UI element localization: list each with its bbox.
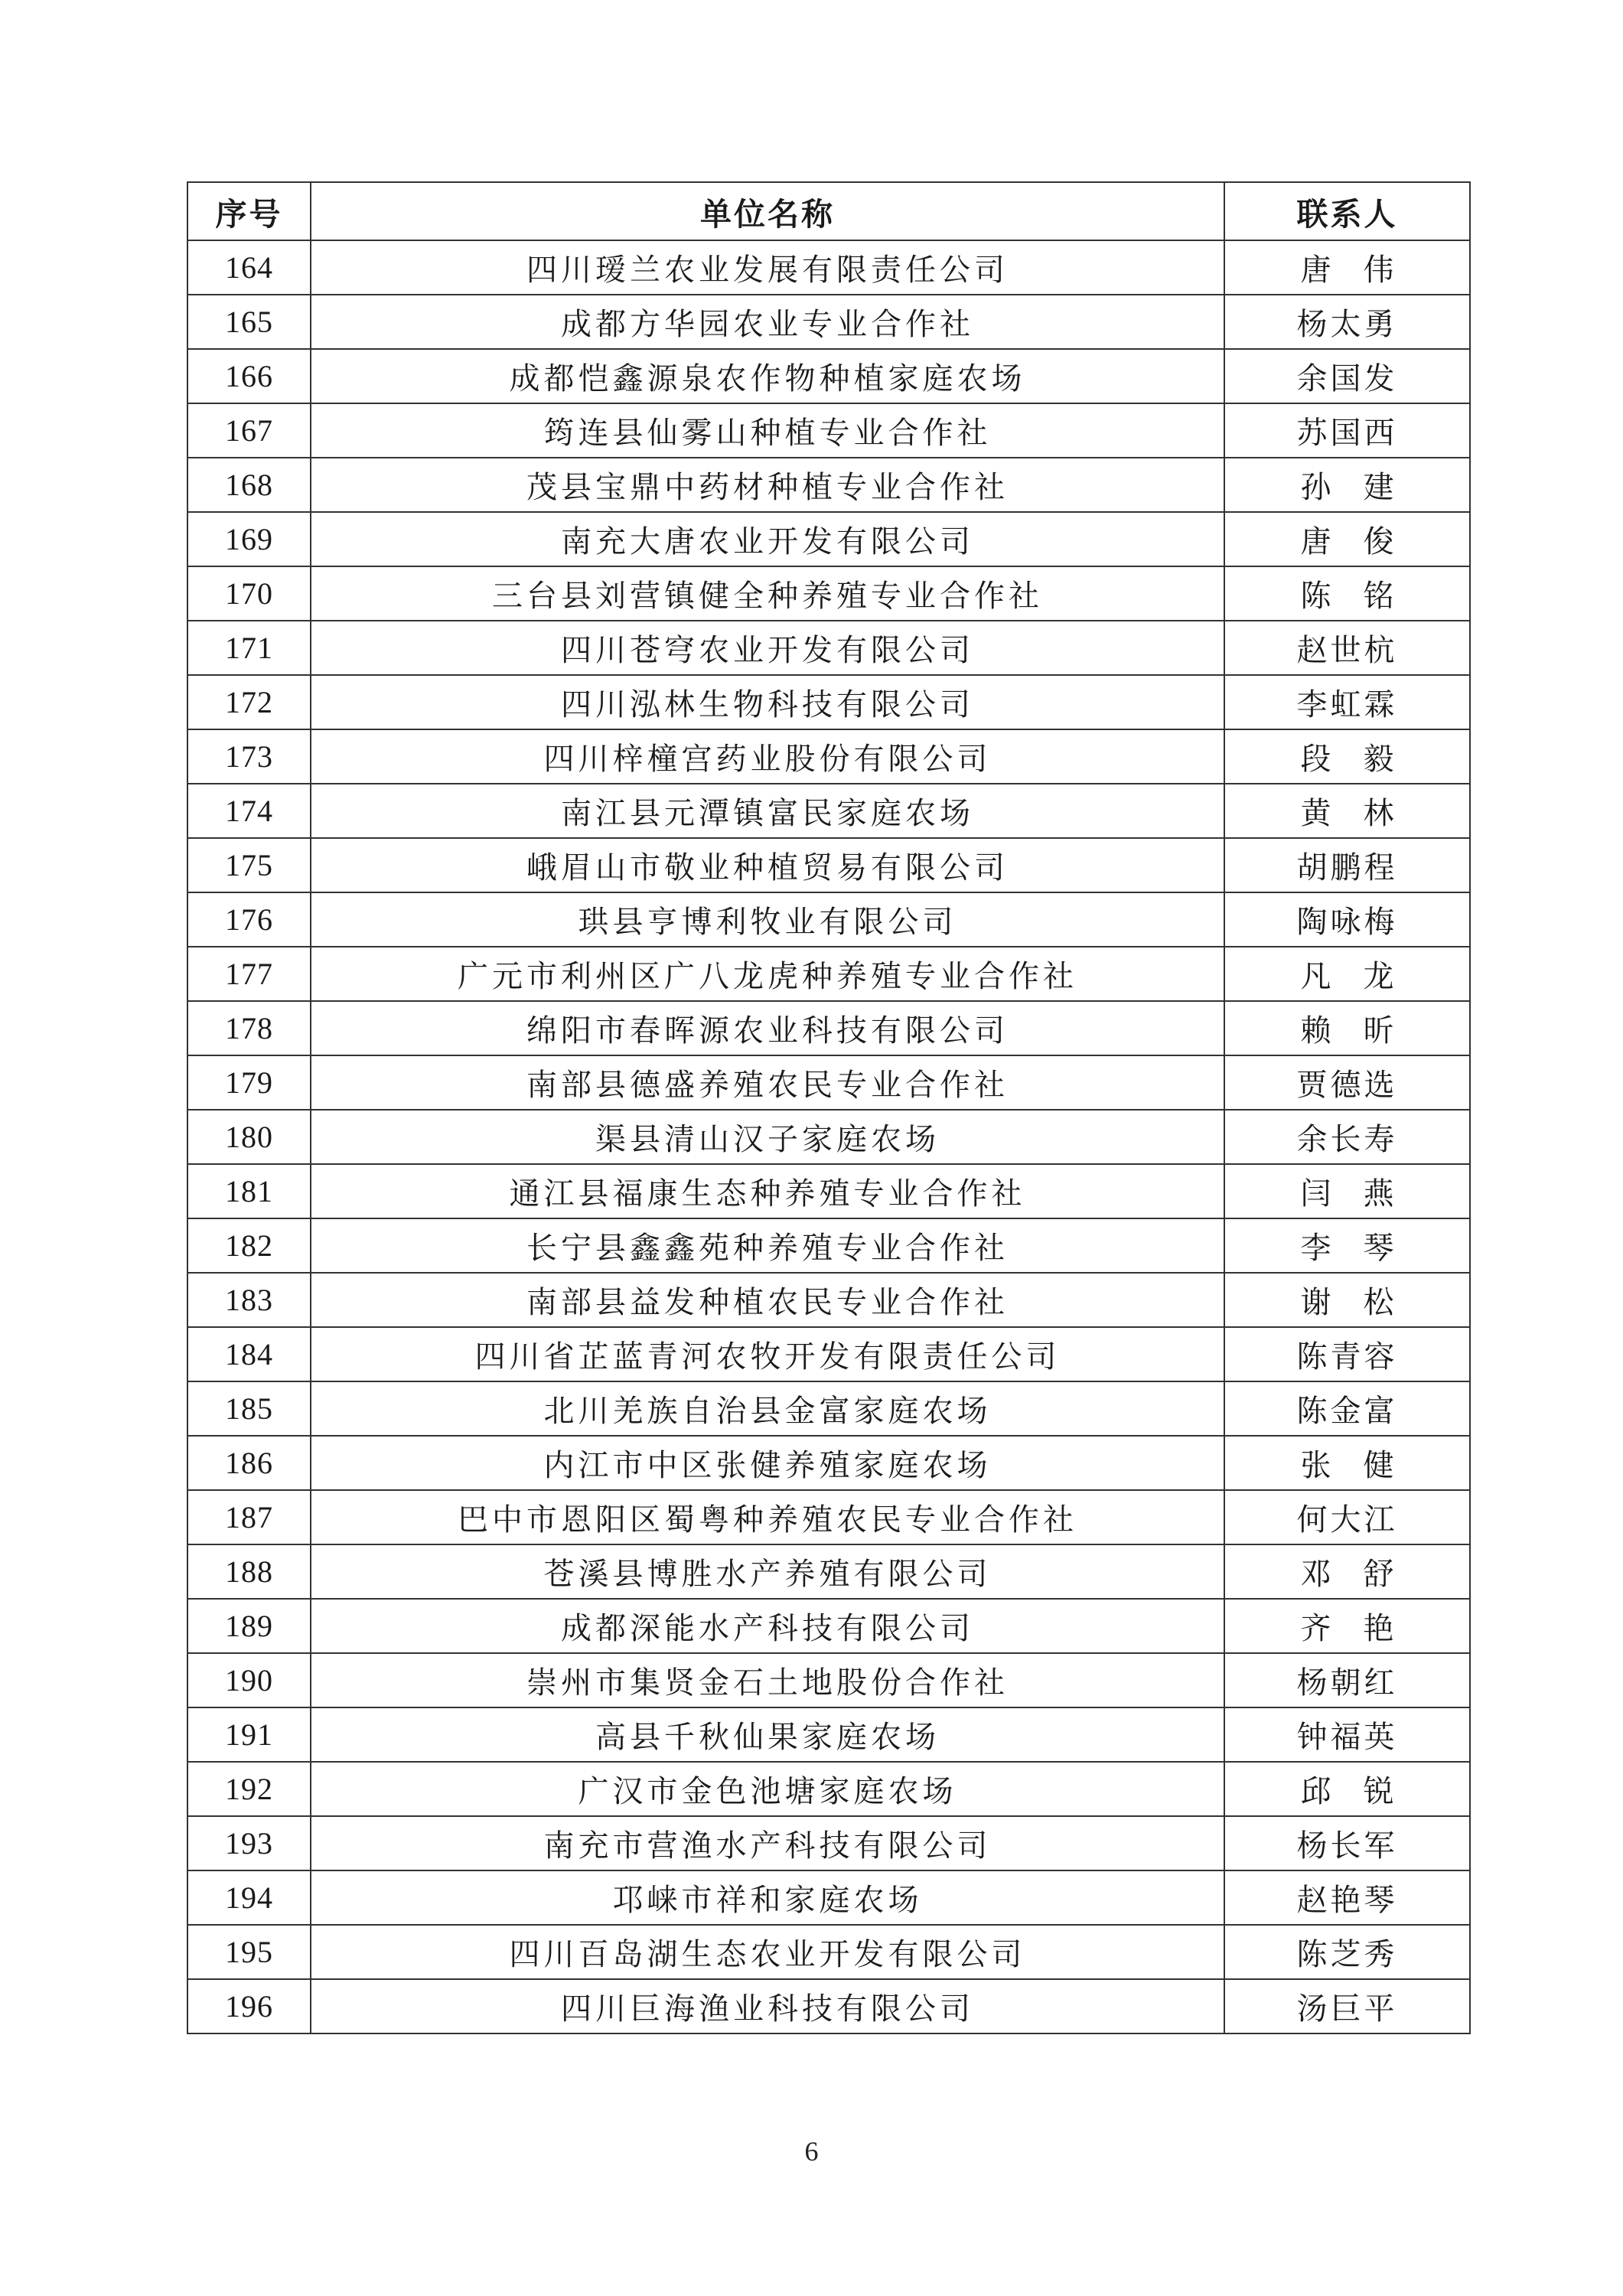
table-row xyxy=(187,1490,1470,1544)
table-row xyxy=(187,458,1470,512)
table-row xyxy=(187,947,1470,1001)
table-row xyxy=(187,512,1470,566)
cell-contact-person: 汤巨平 xyxy=(1224,1979,1470,2033)
cell-contact-person: 李虹霖 xyxy=(1224,675,1470,729)
cell-organization-name: 成都恺鑫源泉农作物种植家庭农场 xyxy=(311,349,1224,403)
table-row xyxy=(187,784,1470,838)
cell-organization-name: 南充大唐农业开发有限公司 xyxy=(311,512,1224,566)
table-header-row xyxy=(187,182,1470,240)
cell-serial-number: 164 xyxy=(187,240,311,295)
cell-contact-person: 张健 xyxy=(1224,1436,1470,1490)
cell-contact-person: 陈芝秀 xyxy=(1224,1925,1470,1979)
cell-serial-number: 166 xyxy=(187,349,311,403)
table-row xyxy=(187,838,1470,892)
cell-contact-person: 邱锐 xyxy=(1224,1762,1470,1816)
cell-serial-number: 192 xyxy=(187,1762,311,1816)
cell-serial-number: 165 xyxy=(187,295,311,349)
cell-organization-name: 绵阳市春晖源农业科技有限公司 xyxy=(311,1001,1224,1055)
header-organization-name: 单位名称 xyxy=(311,182,1224,240)
cell-organization-name: 长宁县鑫鑫苑种养殖专业合作社 xyxy=(311,1218,1224,1273)
cell-contact-person: 杨太勇 xyxy=(1224,295,1470,349)
table-row xyxy=(187,1436,1470,1490)
cell-organization-name: 三台县刘营镇健全种养殖专业合作社 xyxy=(311,566,1224,621)
table-row xyxy=(187,1599,1470,1653)
table-row xyxy=(187,892,1470,947)
cell-contact-person: 杨朝红 xyxy=(1224,1653,1470,1707)
cell-serial-number: 172 xyxy=(187,675,311,729)
cell-contact-person: 唐俊 xyxy=(1224,512,1470,566)
cell-serial-number: 178 xyxy=(187,1001,311,1055)
cell-organization-name: 四川苍穹农业开发有限公司 xyxy=(311,621,1224,675)
cell-contact-person: 段毅 xyxy=(1224,729,1470,784)
cell-organization-name: 崇州市集贤金石土地股份合作社 xyxy=(311,1653,1224,1707)
page-number: 6 xyxy=(804,2136,819,2167)
cell-serial-number: 168 xyxy=(187,458,311,512)
cell-contact-person: 胡鹏程 xyxy=(1224,838,1470,892)
table-row xyxy=(187,1218,1470,1273)
cell-organization-name: 高县千秋仙果家庭农场 xyxy=(311,1707,1224,1762)
cell-organization-name: 巴中市恩阳区蜀粤种养殖农民专业合作社 xyxy=(311,1490,1224,1544)
table-row xyxy=(187,240,1470,295)
cell-serial-number: 167 xyxy=(187,403,311,458)
cell-serial-number: 169 xyxy=(187,512,311,566)
cell-contact-person: 唐伟 xyxy=(1224,240,1470,295)
cell-contact-person: 贾德选 xyxy=(1224,1055,1470,1110)
cell-contact-person: 闫燕 xyxy=(1224,1164,1470,1218)
table-row xyxy=(187,349,1470,403)
cell-contact-person: 赖昕 xyxy=(1224,1001,1470,1055)
cell-serial-number: 196 xyxy=(187,1979,311,2033)
cell-contact-person: 黄林 xyxy=(1224,784,1470,838)
cell-serial-number: 173 xyxy=(187,729,311,784)
cell-organization-name: 四川泓林生物科技有限公司 xyxy=(311,675,1224,729)
table-body xyxy=(187,240,1470,2033)
table-row xyxy=(187,1925,1470,1979)
cell-serial-number: 181 xyxy=(187,1164,311,1218)
cell-serial-number: 179 xyxy=(187,1055,311,1110)
table-row xyxy=(187,1327,1470,1381)
cell-organization-name: 广元市利州区广八龙虎种养殖专业合作社 xyxy=(311,947,1224,1001)
table-row xyxy=(187,1544,1470,1599)
table-row xyxy=(187,1381,1470,1436)
cell-organization-name: 四川百岛湖生态农业开发有限公司 xyxy=(311,1925,1224,1979)
cell-contact-person: 余国发 xyxy=(1224,349,1470,403)
cell-organization-name: 苍溪县博胜水产养殖有限公司 xyxy=(311,1544,1224,1599)
cell-organization-name: 筠连县仙雾山种植专业合作社 xyxy=(311,403,1224,458)
table-row xyxy=(187,1707,1470,1762)
table-row xyxy=(187,729,1470,784)
cell-organization-name: 南部县益发种植农民专业合作社 xyxy=(311,1273,1224,1327)
table-row xyxy=(187,566,1470,621)
cell-contact-person: 钟福英 xyxy=(1224,1707,1470,1762)
cell-serial-number: 186 xyxy=(187,1436,311,1490)
table-row xyxy=(187,1979,1470,2033)
cell-contact-person: 李琴 xyxy=(1224,1218,1470,1273)
cell-serial-number: 193 xyxy=(187,1816,311,1870)
table-row xyxy=(187,621,1470,675)
table-row xyxy=(187,1762,1470,1816)
cell-organization-name: 四川巨海渔业科技有限公司 xyxy=(311,1979,1224,2033)
cell-organization-name: 成都深能水产科技有限公司 xyxy=(311,1599,1224,1653)
table-row xyxy=(187,1110,1470,1164)
cell-organization-name: 四川省芷蓝青河农牧开发有限责任公司 xyxy=(311,1327,1224,1381)
organization-table xyxy=(187,181,1471,2034)
cell-serial-number: 187 xyxy=(187,1490,311,1544)
cell-serial-number: 191 xyxy=(187,1707,311,1762)
cell-contact-person: 凡龙 xyxy=(1224,947,1470,1001)
cell-contact-person: 赵艳琴 xyxy=(1224,1870,1470,1925)
cell-contact-person: 邓舒 xyxy=(1224,1544,1470,1599)
cell-organization-name: 内江市中区张健养殖家庭农场 xyxy=(311,1436,1224,1490)
cell-serial-number: 182 xyxy=(187,1218,311,1273)
cell-contact-person: 陶咏梅 xyxy=(1224,892,1470,947)
table-row xyxy=(187,1653,1470,1707)
table-row xyxy=(187,1164,1470,1218)
cell-contact-person: 谢松 xyxy=(1224,1273,1470,1327)
cell-serial-number: 184 xyxy=(187,1327,311,1381)
cell-contact-person: 苏国西 xyxy=(1224,403,1470,458)
cell-organization-name: 四川梓橦宫药业股份有限公司 xyxy=(311,729,1224,784)
cell-organization-name: 渠县清山汉子家庭农场 xyxy=(311,1110,1224,1164)
cell-organization-name: 茂县宝鼎中药材种植专业合作社 xyxy=(311,458,1224,512)
table-row xyxy=(187,1870,1470,1925)
cell-serial-number: 183 xyxy=(187,1273,311,1327)
cell-organization-name: 南充市营渔水产科技有限公司 xyxy=(311,1816,1224,1870)
cell-serial-number: 170 xyxy=(187,566,311,621)
cell-serial-number: 171 xyxy=(187,621,311,675)
cell-serial-number: 190 xyxy=(187,1653,311,1707)
cell-organization-name: 通江县福康生态种养殖专业合作社 xyxy=(311,1164,1224,1218)
cell-organization-name: 峨眉山市敬业种植贸易有限公司 xyxy=(311,838,1224,892)
cell-serial-number: 189 xyxy=(187,1599,311,1653)
cell-serial-number: 177 xyxy=(187,947,311,1001)
table-row xyxy=(187,1001,1470,1055)
cell-organization-name: 成都方华园农业专业合作社 xyxy=(311,295,1224,349)
table-row xyxy=(187,1273,1470,1327)
cell-serial-number: 185 xyxy=(187,1381,311,1436)
cell-contact-person: 杨长军 xyxy=(1224,1816,1470,1870)
table-row xyxy=(187,1055,1470,1110)
cell-organization-name: 北川羌族自治县金富家庭农场 xyxy=(311,1381,1224,1436)
header-serial-number: 序号 xyxy=(187,182,311,240)
cell-serial-number: 175 xyxy=(187,838,311,892)
cell-contact-person: 余长寿 xyxy=(1224,1110,1470,1164)
cell-contact-person: 陈青容 xyxy=(1224,1327,1470,1381)
cell-serial-number: 188 xyxy=(187,1544,311,1599)
cell-organization-name: 南部县德盛养殖农民专业合作社 xyxy=(311,1055,1224,1110)
cell-contact-person: 孙建 xyxy=(1224,458,1470,512)
cell-organization-name: 珙县亨博利牧业有限公司 xyxy=(311,892,1224,947)
cell-organization-name: 四川瑷兰农业发展有限责任公司 xyxy=(311,240,1224,295)
cell-contact-person: 陈金富 xyxy=(1224,1381,1470,1436)
cell-organization-name: 邛崃市祥和家庭农场 xyxy=(311,1870,1224,1925)
table-row xyxy=(187,1816,1470,1870)
table-row xyxy=(187,675,1470,729)
table-row xyxy=(187,403,1470,458)
cell-serial-number: 194 xyxy=(187,1870,311,1925)
cell-serial-number: 174 xyxy=(187,784,311,838)
cell-serial-number: 176 xyxy=(187,892,311,947)
cell-contact-person: 陈铭 xyxy=(1224,566,1470,621)
cell-contact-person: 齐艳 xyxy=(1224,1599,1470,1653)
cell-organization-name: 广汉市金色池塘家庭农场 xyxy=(311,1762,1224,1816)
cell-organization-name: 南江县元潭镇富民家庭农场 xyxy=(311,784,1224,838)
table-row xyxy=(187,295,1470,349)
cell-contact-person: 何大江 xyxy=(1224,1490,1470,1544)
cell-contact-person: 赵世杭 xyxy=(1224,621,1470,675)
header-contact-person: 联系人 xyxy=(1224,182,1470,240)
cell-serial-number: 180 xyxy=(187,1110,311,1164)
cell-serial-number: 195 xyxy=(187,1925,311,1979)
